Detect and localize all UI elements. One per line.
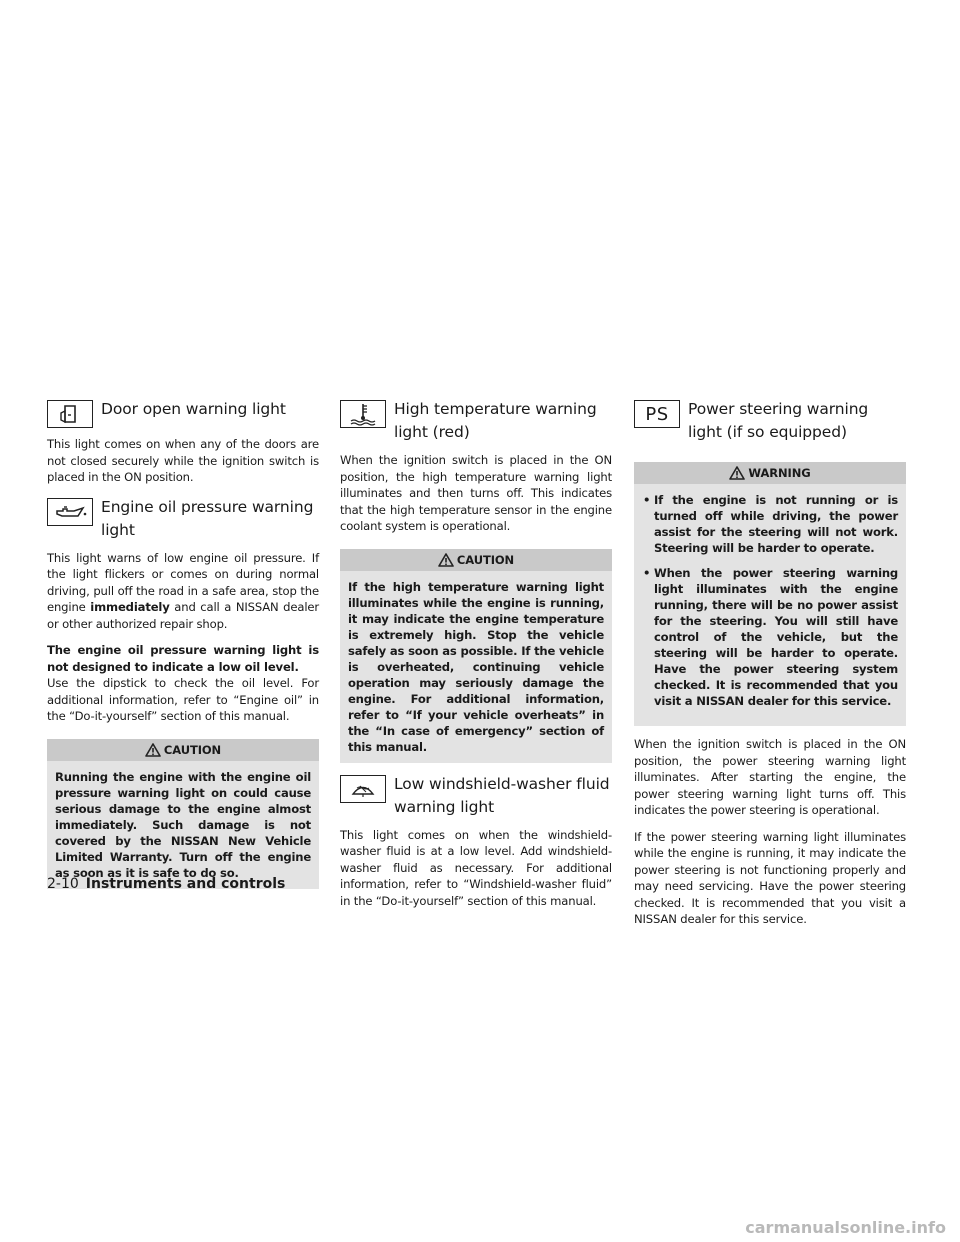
oil-pressure-text-2: The engine oil pressure warning light is not designed to indicate a low oil level. [47, 643, 319, 674]
washer-heading [340, 773, 612, 819]
oil-caution-text: Running the engine with the engine oil pressure warning light on could cause serious damage to the engine almost immediately. Such damage is not covered by the NISSAN New Vehicle Limited Warranty. Turn off the engine as soon as it is safe to do so. [55, 769, 311, 880]
warning-triangle-icon [729, 466, 745, 480]
ps-warning-list [642, 492, 898, 709]
coolant-temperature-icon [340, 400, 386, 428]
temp-caution-text: If the high temperature warning light illuminates while the engine is running, it may indicate the engine temperature is extremely high. Stop the vehicle safely as soon as possible. If the vehicle is overheated, continuing vehicle operation may seriously damage the engine. For additional information, refer to “If your vehicle overheats” in the “In case of emergency” section of this manual. [348, 579, 604, 754]
power-steering-text-2: If the power steering warning light illuminates while the engine is running, it may indicate the power steering is not functioning properly and may need servicing. Have the power steering checked. It is recommended that you visit a NISSAN dealer for this service. [634, 829, 906, 926]
ps-warning-item: • If the engine is not running or is turned off while driving, the power assist for the steering will not work. Steering will be harder to operate. [642, 492, 898, 556]
oil-pressure-text-3: Use the dipstick to check the oil level. For additional information, refer to “Engine oil” in the “Do-it-yourself” section of this manual. [47, 676, 319, 723]
page-number: 2-10 [47, 876, 79, 892]
oil-pressure-text-1: This light warns of low engine oil pressure. If the light flickers or comes on during normal driving, pull off the road in a safe area, stop the engine immediately and call a NISSAN dealer or other authorized repair shop. [47, 550, 319, 631]
ps-warning-item: • When the power steering warning light illuminates with the engine running, there will be no power assist for the steering. You will still have control of the vehicle, but the steering will be harder to operate. Have the power steering system checked. It is recommended that you visit a NISSAN dealer for this service. [642, 565, 898, 709]
warning-header: WARNING [634, 462, 906, 484]
caution-header: CAUTION [47, 739, 319, 761]
ps-warning-box [634, 462, 906, 726]
oil-pressure-title: Engine oil pressure warning light [101, 497, 314, 539]
caution-triangle-icon [145, 743, 161, 757]
column-3 [634, 398, 906, 938]
section-name: Instruments and controls [85, 876, 286, 892]
high-temp-title: High temperature warning light (red) [394, 400, 597, 441]
caution-triangle-icon [438, 553, 454, 567]
ps-warning-text [634, 484, 906, 720]
high-temp-text: When the ignition switch is placed in the ON position, the high temperature warning light illuminates and then turns off. This indicates that the high temperature sensor in the engine coolant system is operational. [340, 453, 612, 533]
oil-caution-box [47, 739, 319, 889]
caution-header: CAUTION [340, 549, 612, 571]
oil-pressure-heading [47, 496, 319, 542]
temp-caution-box [340, 549, 612, 763]
power-steering-icon: PS [634, 400, 680, 428]
door-open-heading [47, 398, 319, 428]
page-footer [47, 876, 285, 892]
power-steering-title: Power steering warning light (if so equipped) [688, 400, 869, 441]
oil-can-icon [47, 498, 93, 526]
column-1 [47, 398, 319, 899]
watermark: carmanualsonline.info [745, 1218, 946, 1237]
door-open-title: Door open warning light [101, 400, 286, 418]
washer-text: This light comes on when the windshield-washer fluid is at a low level. Add windshield-washer fluid as necessary. For additional information, refer to “Windshield-washer fluid” in the “Do-it-yourself” section of this manual. [340, 827, 612, 908]
door-open-text: This light comes on when any of the doors are not closed securely while the ignition switch is placed in the ON position. [47, 437, 319, 484]
washer-fluid-icon [340, 775, 386, 803]
power-steering-heading [634, 398, 906, 444]
high-temp-heading [340, 398, 612, 444]
door-open-icon [47, 400, 93, 428]
washer-title: Low windshield-washer fluid warning light [394, 774, 610, 816]
power-steering-text-1: When the ignition switch is placed in the ON position, the power steering warning light illuminates. After starting the engine, the power steering warning light turns off. This indicates the power steering is operational. [634, 737, 906, 817]
column-2 [340, 398, 612, 919]
